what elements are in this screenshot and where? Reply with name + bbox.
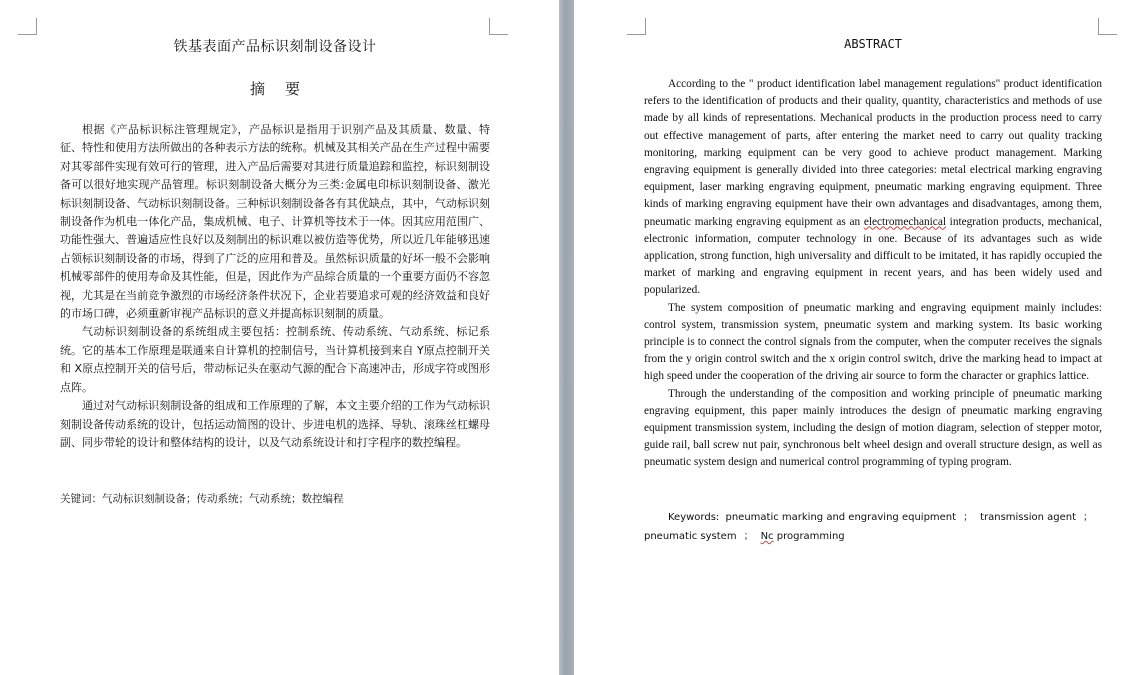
paragraph-text: integration products, mechanical, electronic information, computer technology in one. Because of its advantages such as wide application, strong function, high universality and difficult to be imitated, it has rapidly occupied the market of marking and engraving equipment in recent years, and has been widely used and popularized. [644, 215, 1102, 297]
keywords-label: Keywords: [668, 512, 720, 523]
crop-mark-top-right [489, 18, 508, 35]
abstract-paragraph-cn: 气动标识刻制设备的系统组成主要包括：控制系统、传动系统、气动系统、标记系统。它的基本工作原理是联通来自计算机的控制信号，当计算机接到来自 Y原点控制开关和 X原点控制开关的信号后，带动标记头在驱动气源的配合下高速冲击，形成字符或图形点阵。 [60, 325, 490, 394]
keyword-separator: ； [963, 512, 974, 523]
paragraph-text: According to the " product identification label management regulations" product identification refers to the identification of products and their quality, quantity, characteristics and methods of use made by all kinds of representations. Mechanical products in the production process need to carry out effective management of parts, after entering the market need to carry out quality tracking monitoring, marking equipment can be very good to achieve product management. Marking engraving equipment is generally divided into three categories: metal electrical marking engraving equipment, laser marking engraving equipment, pneumatic marking engraving equipment. Three kinds of marking engraving equipment have their own advantages and disadvantages, among them, pneumatic marking engraving equipment as an [644, 78, 1102, 228]
abstract-heading-cn: 摘要 [249, 80, 320, 98]
abstract-body-cn [60, 121, 490, 452]
keyword-separator: ； [1083, 512, 1094, 523]
abstract-paragraph-cn: 通过对气动标识刻制设备的组成和工作原理的了解，本文主要介绍的工作为气动标识刻制设备传动系统的设计，包括运动简图的设计、步进电机的选择、导轨、滚珠丝杠螺母副、同步带轮的设计和整体结构的设计，以及气动系统设计和打字程序的数控编程。 [60, 399, 490, 449]
page-gutter [559, 0, 574, 675]
spellcheck-flagged-word[interactable]: Nc [760, 531, 774, 542]
keywords-cn: 关键词：气动标识刻制设备；传动系统；气动系统；数控编程 [60, 493, 344, 505]
abstract-heading-en: ABSTRACT [844, 37, 902, 51]
page-left [0, 0, 559, 675]
keyword-separator: ； [743, 531, 754, 542]
keyword-item: transmission agent [980, 512, 1077, 523]
abstract-paragraph-en: Through the understanding of the composition and working principle of pneumatic marking engraving equipment, this paper mainly introduces the design of pneumatic marking engraving equipment transmission system, including the design of motion diagram, selection of stepper motor, guide rail, ball screw nut pair, synchronous belt wheel design and overall structure design, as well as pneumatic system design and numerical control programming of typing program. [644, 387, 1102, 469]
crop-mark-top-right [1098, 18, 1117, 35]
abstract-body-en [644, 76, 1102, 472]
keywords-en [644, 508, 1102, 546]
keyword-item: programming [773, 531, 845, 542]
crop-mark-top-left [18, 18, 37, 35]
keyword-item: pneumatic system [644, 531, 737, 542]
thesis-title: 铁基表面产品标识刻制设备设计 [173, 39, 377, 55]
keyword-item: pneumatic marking and engraving equipment [725, 512, 957, 523]
crop-mark-top-left [627, 18, 646, 35]
abstract-paragraph-en [644, 76, 1102, 300]
abstract-paragraph-en: The system composition of pneumatic marking and engraving equipment mainly includes: control system, transmission system, pneumatic system and marking system. Its basic working principle is to connect the control signals from the computer, when the computer receives the signals from the y origin control switch and the x origin control switch, drive the marking head to impact at high speed under the cooperation of the driving air source to form the character or graphics lattice. [644, 301, 1102, 383]
spellcheck-flagged-word[interactable]: electromechanical [863, 215, 946, 228]
abstract-paragraph-cn: 根据《产品标识标注管理规定》，产品标识是指用于识别产品及其质量、数量、特征、特性和使用方法所做出的各种表示方法的统称。机械及其相关产品在生产过程中需要对其零部件实现有效可行的管理，进入产品后需要对其进行质量追踪和监控，标识刻制设备可以很好地实现产品管理。标识刻制设备大概分为三类:金属电印标识刻制设备、激光标识刻制设备、气动标识刻制设备。三种标识刻制设备各有其优缺点，其中，气动标识刻制设备作为机电一体化产品，集成机械、电子、计算机等技术于一体。因其应用范围广、功能性强大、普遍适应性良好以及刻制出的标识难以被仿造等优势，所以近几年能够迅速占领标识刻制设备的市场，得到了广泛的应用和普及。虽然标识质量的好坏一般不会影响机械零部件的使用寿命及其性能，但是，因此作为产品综合质量的一个重要方面仍不容忽视，尤其是在当前竞争激烈的市场经济条件状况下，企业若要追求可观的经济效益和良好的市场口碑，必须重新审视产品标识的意义并提高标识刻制的质量。 [60, 123, 490, 321]
